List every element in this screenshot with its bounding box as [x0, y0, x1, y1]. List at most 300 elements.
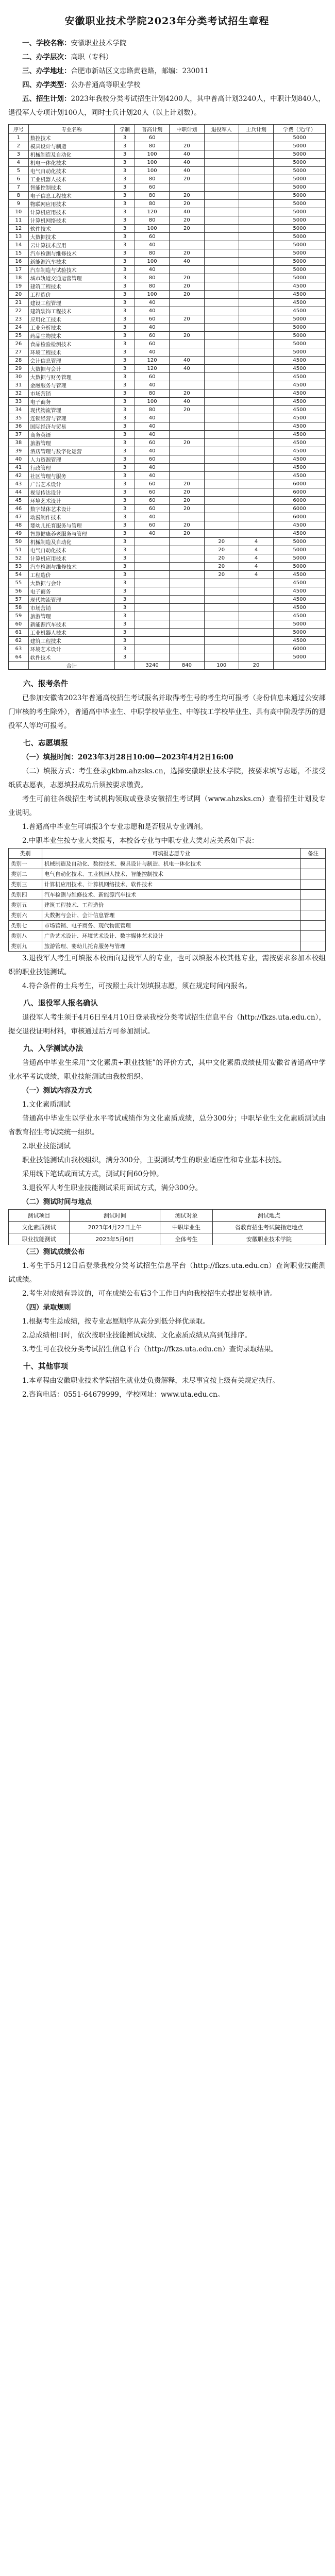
table-cell: [300, 910, 325, 921]
section-9-sub-3: （三）测试成绩公布: [22, 1248, 85, 1256]
total-cell: [115, 662, 135, 670]
table-cell: 120: [135, 365, 169, 373]
table-cell: 类别六: [9, 910, 42, 921]
table-cell: 类别五: [9, 900, 42, 910]
table-cell: 3: [115, 497, 135, 505]
table-cell: [204, 225, 239, 233]
table-cell: [204, 439, 239, 447]
table-cell: [170, 414, 204, 422]
table-cell: 63: [9, 645, 29, 653]
table-cell: 3: [115, 307, 135, 315]
table-cell: 大数据技术: [28, 233, 115, 241]
table-cell: 4500: [274, 447, 326, 455]
total-cell: 840: [170, 662, 204, 670]
table-cell: 80: [135, 216, 169, 225]
plan-total-row: [9, 662, 326, 670]
table-cell: 4500: [274, 365, 326, 373]
table-cell: 24: [9, 324, 29, 332]
table-cell: [239, 505, 273, 513]
table-cell: [239, 612, 273, 620]
section-9-text-9: 2.考生对成绩有异议的，可在成绩公布后3个工作日内向我校招生办提出复核申请。: [22, 1290, 277, 1298]
table-cell: [204, 389, 239, 398]
section-7-text-3: 2.中职毕业生按专业大类报考，本校各专业与中职专业大类对应关系如下表：: [22, 837, 259, 845]
table-cell: 3: [115, 414, 135, 422]
table-cell: 3: [115, 422, 135, 431]
table-cell: 3: [115, 340, 135, 348]
table-cell: [170, 587, 204, 596]
table-cell: 大数据与财务管理: [28, 373, 115, 381]
table-row: [9, 546, 326, 554]
table-cell: 10: [9, 208, 29, 216]
total-cell: [274, 662, 326, 670]
table-cell: [170, 629, 204, 637]
column-header: 测试项目: [9, 1210, 70, 1222]
table-cell: [135, 637, 169, 645]
table-cell: 食品检验检测技术: [28, 340, 115, 348]
table-cell: 行政管理: [28, 464, 115, 472]
table-cell: [204, 307, 239, 315]
table-cell: 环境工程技术: [28, 348, 115, 357]
table-cell: [204, 175, 239, 183]
table-row: [9, 150, 326, 159]
table-cell: 3: [9, 150, 29, 159]
table-cell: 计算机网络技术: [28, 216, 115, 225]
table-cell: [204, 291, 239, 299]
table-cell: [135, 596, 169, 604]
page-title: 安徽职业技术学院2023年分类考试招生章程: [64, 15, 270, 27]
table-cell: [204, 315, 239, 324]
table-cell: 37: [9, 431, 29, 439]
table-cell: 60: [135, 455, 169, 464]
table-cell: 34: [9, 406, 29, 414]
column-header: 测试时间: [70, 1210, 160, 1222]
table-cell: [135, 563, 169, 571]
table-cell: [170, 554, 204, 563]
table-cell: [204, 357, 239, 365]
table-row: [9, 505, 326, 513]
table-cell: 5000: [274, 241, 326, 249]
table-row: [9, 266, 326, 274]
table-cell: 工业机器人技术: [28, 629, 115, 637]
table-cell: [239, 167, 273, 175]
table-cell: 80: [135, 192, 169, 200]
table-cell: 4: [239, 571, 273, 579]
table-cell: 60: [135, 134, 169, 142]
table-cell: [239, 596, 273, 604]
table-cell: 3: [115, 645, 135, 653]
table-cell: [135, 546, 169, 554]
table-cell: 59: [9, 612, 29, 620]
table-row: [9, 488, 326, 497]
table-cell: 3: [115, 142, 135, 150]
table-cell: 大数据与会计、会计信息管理: [42, 910, 300, 921]
table-cell: 3: [115, 464, 135, 472]
table-cell: 20: [170, 142, 204, 150]
table-row: [9, 1233, 326, 1245]
table-cell: [170, 604, 204, 612]
table-cell: [239, 192, 273, 200]
table-row: [9, 398, 326, 406]
category-table: [8, 848, 326, 952]
table-row: [9, 348, 326, 357]
table-cell: 14: [9, 241, 29, 249]
table-cell: [239, 357, 273, 365]
table-cell: [170, 653, 204, 662]
table-cell: [204, 505, 239, 513]
table-row: [9, 373, 326, 381]
table-cell: 80: [135, 142, 169, 150]
table-cell: 5000: [274, 183, 326, 192]
table-cell: 40: [170, 150, 204, 159]
table-cell: 婴幼儿托育服务与管理: [28, 521, 115, 530]
table-cell: 大数据与会计: [28, 579, 115, 587]
table-cell: [170, 546, 204, 554]
table-cell: 电子信息工程技术: [28, 192, 115, 200]
table-cell: 3: [115, 208, 135, 216]
table-cell: 40: [9, 455, 29, 464]
table-cell: 3: [115, 348, 135, 357]
table-cell: 40: [135, 513, 169, 521]
table-row: [9, 183, 326, 192]
table-cell: 4500: [274, 637, 326, 645]
table-cell: 市场营销: [28, 389, 115, 398]
table-cell: 27: [9, 348, 29, 357]
table-cell: 3: [115, 398, 135, 406]
table-cell: 54: [9, 571, 29, 579]
table-cell: [170, 183, 204, 192]
section-9-title: 九、入学测试办法: [23, 1044, 83, 1053]
table-cell: 机械制造及自动化、数控技术、模具设计与制造、机电一体化技术: [42, 859, 300, 869]
table-cell: 药品生物技术: [28, 332, 115, 340]
table-cell: 工程造价: [28, 291, 115, 299]
table-cell: [239, 472, 273, 480]
table-row: [9, 530, 326, 538]
table-cell: 新能源汽车技术: [28, 620, 115, 629]
column-header: 学制: [115, 125, 135, 134]
column-header: 类别: [9, 849, 42, 859]
table-cell: 60: [135, 488, 169, 497]
table-cell: 工业分析技术: [28, 324, 115, 332]
section-10-text-1: 1.本章程由安徽职业技术学院招生就业处负责解释，未尽事宜按上级有关规定执行。: [22, 1377, 279, 1385]
table-row: [9, 249, 326, 258]
section-9-text-11: 2.总成绩相同时，依次按职业技能测试成绩、文化素质成绩从高到低排序。: [22, 1331, 252, 1340]
table-cell: 5000: [274, 266, 326, 274]
table-cell: 3: [115, 505, 135, 513]
table-cell: [204, 340, 239, 348]
table-cell: [204, 142, 239, 150]
table-cell: [204, 530, 239, 538]
table-cell: [239, 620, 273, 629]
table-cell: 类别九: [9, 941, 42, 952]
table-cell: 5000: [274, 142, 326, 150]
table-cell: [239, 653, 273, 662]
table-cell: [239, 348, 273, 357]
table-cell: [239, 200, 273, 208]
table-cell: 5000: [274, 134, 326, 142]
total-cell: [9, 662, 29, 670]
table-cell: [204, 183, 239, 192]
table-row: [9, 563, 326, 571]
table-cell: 50: [9, 538, 29, 546]
table-cell: [239, 150, 273, 159]
table-cell: 60: [135, 505, 169, 513]
table-cell: 汽车检测与维修技术、新能源汽车技术: [42, 890, 300, 900]
table-cell: [204, 645, 239, 653]
table-cell: 物联网应用技术: [28, 200, 115, 208]
table-cell: 5000: [274, 653, 326, 662]
table-cell: 20: [170, 282, 204, 291]
table-cell: 3: [115, 538, 135, 546]
table-cell: 3: [115, 431, 135, 439]
table-row: [9, 890, 326, 900]
table-cell: 中职毕业生: [160, 1222, 212, 1233]
table-cell: 3: [115, 381, 135, 389]
table-cell: 40: [170, 357, 204, 365]
table-cell: [239, 324, 273, 332]
table-cell: 安徽职业技术学院: [212, 1233, 325, 1245]
table-cell: [170, 307, 204, 315]
table-row: [9, 604, 326, 612]
table-cell: [239, 299, 273, 307]
table-cell: 4500: [274, 472, 326, 480]
table-cell: 计算机应用技术、计算机网络技术、软件技术: [42, 879, 300, 890]
table-cell: 5000: [274, 258, 326, 266]
table-cell: 60: [135, 373, 169, 381]
table-row: [9, 645, 326, 653]
table-cell: 4500: [274, 431, 326, 439]
table-cell: 3: [115, 472, 135, 480]
table-cell: 60: [135, 497, 169, 505]
table-cell: [239, 258, 273, 266]
table-cell: 35: [9, 414, 29, 422]
table-cell: 80: [135, 282, 169, 291]
column-header: 学费（元/年）: [274, 125, 326, 134]
section-10-title: 十、其他事项: [23, 1362, 68, 1371]
table-cell: [239, 233, 273, 241]
table-cell: 21: [9, 299, 29, 307]
table-cell: [239, 381, 273, 389]
table-cell: 5000: [274, 233, 326, 241]
table-cell: 云计算技术应用: [28, 241, 115, 249]
schedule-table: [8, 1209, 326, 1245]
table-cell: 6000: [274, 497, 326, 505]
table-cell: 3: [115, 282, 135, 291]
table-cell: 60: [135, 183, 169, 192]
section-9-text-5: 职业技能测试由我校组织，满分300分，主要测试考生的职业适应性和专业基本技能。: [22, 1156, 286, 1164]
table-row: [9, 900, 326, 910]
table-row: [9, 175, 326, 183]
table-cell: [239, 406, 273, 414]
table-cell: [239, 183, 273, 192]
table-cell: [170, 596, 204, 604]
table-cell: 20: [170, 530, 204, 538]
table-cell: 3: [115, 455, 135, 464]
table-cell: 3: [115, 488, 135, 497]
table-cell: 3: [115, 653, 135, 662]
table-cell: [170, 373, 204, 381]
table-cell: 3: [115, 612, 135, 620]
table-cell: 3: [115, 389, 135, 398]
table-cell: 3: [115, 324, 135, 332]
table-cell: 49: [9, 530, 29, 538]
table-cell: 4500: [274, 587, 326, 596]
table-cell: 新能源汽车技术: [28, 258, 115, 266]
table-cell: 3: [115, 233, 135, 241]
basic-info: [8, 37, 326, 120]
table-cell: 电气自动化技术: [28, 167, 115, 175]
table-row: [9, 365, 326, 373]
table-cell: 60: [135, 439, 169, 447]
table-cell: [239, 530, 273, 538]
section-7-text-4: 3.退役军人考生可填报本校面向退役军人的专业，也可以填报本校其他专业，需按要求参加本校组织的职业技能测试。: [8, 954, 326, 976]
table-cell: 模具设计与制造: [28, 142, 115, 150]
table-cell: [204, 579, 239, 587]
table-cell: 6000: [274, 480, 326, 488]
column-header: 测试地点: [212, 1210, 325, 1222]
table-cell: 全体考生: [160, 1233, 212, 1245]
column-header: 专业名称: [28, 125, 115, 134]
table-cell: [170, 612, 204, 620]
table-row: [9, 208, 326, 216]
table-cell: [135, 579, 169, 587]
table-cell: [204, 134, 239, 142]
table-cell: 3: [115, 620, 135, 629]
table-cell: 20: [204, 546, 239, 554]
table-cell: [204, 332, 239, 340]
table-row: [9, 332, 326, 340]
table-cell: 4: [239, 563, 273, 571]
table-cell: [170, 571, 204, 579]
table-cell: 6: [9, 175, 29, 183]
table-row: [9, 431, 326, 439]
table-cell: [204, 612, 239, 620]
table-cell: 48: [9, 521, 29, 530]
table-cell: 数控技术: [28, 134, 115, 142]
table-cell: 4: [239, 538, 273, 546]
table-row: [9, 910, 326, 921]
table-cell: [170, 233, 204, 241]
table-cell: [135, 554, 169, 563]
table-cell: [300, 890, 325, 900]
table-cell: 会计信息管理: [28, 357, 115, 365]
table-row: [9, 587, 326, 596]
table-cell: [204, 472, 239, 480]
table-cell: 3: [115, 167, 135, 175]
table-row: [9, 596, 326, 604]
table-cell: 80: [135, 274, 169, 282]
table-cell: 19: [9, 282, 29, 291]
table-cell: 3: [115, 266, 135, 274]
table-cell: [170, 645, 204, 653]
document-page: [8, 11, 326, 1402]
table-cell: 机电一体化技术: [28, 159, 115, 167]
table-cell: 40: [135, 431, 169, 439]
info-type: 四、办学类型：公办普通高等职业学校: [22, 81, 141, 89]
section-8-text: 退役军人考生须于4月6日至4月10日登录我校分类考试招生信息平台（http://fkzs.uta.edu.cn），提交退役证明材料，审核通过后方可参加测试。: [8, 1013, 326, 1036]
table-cell: 80: [135, 389, 169, 398]
table-cell: 64: [9, 653, 29, 662]
table-cell: [239, 579, 273, 587]
table-cell: 40: [170, 159, 204, 167]
table-cell: 3: [115, 216, 135, 225]
table-cell: 3: [115, 357, 135, 365]
table-row: [9, 192, 326, 200]
table-cell: 60: [135, 521, 169, 530]
table-cell: [170, 464, 204, 472]
table-cell: 20: [170, 521, 204, 530]
table-cell: 5000: [274, 249, 326, 258]
table-cell: [239, 340, 273, 348]
table-cell: 建筑装饰工程技术: [28, 307, 115, 315]
table-cell: 5000: [274, 332, 326, 340]
table-cell: 5000: [274, 348, 326, 357]
table-cell: 2: [9, 142, 29, 150]
table-cell: 61: [9, 629, 29, 637]
table-cell: 41: [9, 464, 29, 472]
table-cell: 3: [115, 546, 135, 554]
column-header: 测试对象: [160, 1210, 212, 1222]
schedule-table-body: [9, 1222, 326, 1245]
table-cell: 电气自动化技术: [28, 546, 115, 554]
table-cell: [239, 447, 273, 455]
column-header: 序号: [9, 125, 29, 134]
table-cell: 机械制造及自动化: [28, 538, 115, 546]
table-cell: [239, 497, 273, 505]
table-cell: 3: [115, 480, 135, 488]
table-cell: [239, 455, 273, 464]
table-cell: 建设工程管理: [28, 299, 115, 307]
table-cell: 20: [170, 315, 204, 324]
table-cell: [204, 398, 239, 406]
table-cell: [300, 859, 325, 869]
table-cell: 金融服务与管理: [28, 381, 115, 389]
table-row: [9, 571, 326, 579]
table-cell: [204, 513, 239, 521]
table-cell: 4500: [274, 464, 326, 472]
table-cell: 6000: [274, 488, 326, 497]
table-cell: 20: [204, 538, 239, 546]
table-cell: 120: [135, 357, 169, 365]
section-9-sub-4: （四）录取规则: [22, 1303, 71, 1312]
table-cell: [239, 431, 273, 439]
table-cell: [170, 381, 204, 389]
table-cell: 软件技术: [28, 225, 115, 233]
table-cell: [170, 348, 204, 357]
table-cell: [239, 637, 273, 645]
table-cell: [204, 167, 239, 175]
table-row: [9, 513, 326, 521]
table-cell: [239, 373, 273, 381]
table-cell: 3: [115, 225, 135, 233]
table-row: [9, 497, 326, 505]
plan-header-row: [9, 125, 326, 134]
table-row: [9, 422, 326, 431]
table-cell: 29: [9, 365, 29, 373]
section-9-sub-2: （二）测试时间与地点: [22, 1198, 92, 1206]
table-cell: 计算机应用技术: [28, 554, 115, 563]
table-cell: 60: [9, 620, 29, 629]
table-cell: 5000: [274, 563, 326, 571]
table-cell: 42: [9, 472, 29, 480]
table-row: [9, 274, 326, 282]
table-cell: 人力资源管理: [28, 455, 115, 464]
table-cell: [239, 241, 273, 249]
table-cell: 机械制造及自动化: [28, 150, 115, 159]
table-cell: 31: [9, 381, 29, 389]
table-cell: [204, 233, 239, 241]
table-cell: [170, 620, 204, 629]
table-cell: 26: [9, 340, 29, 348]
